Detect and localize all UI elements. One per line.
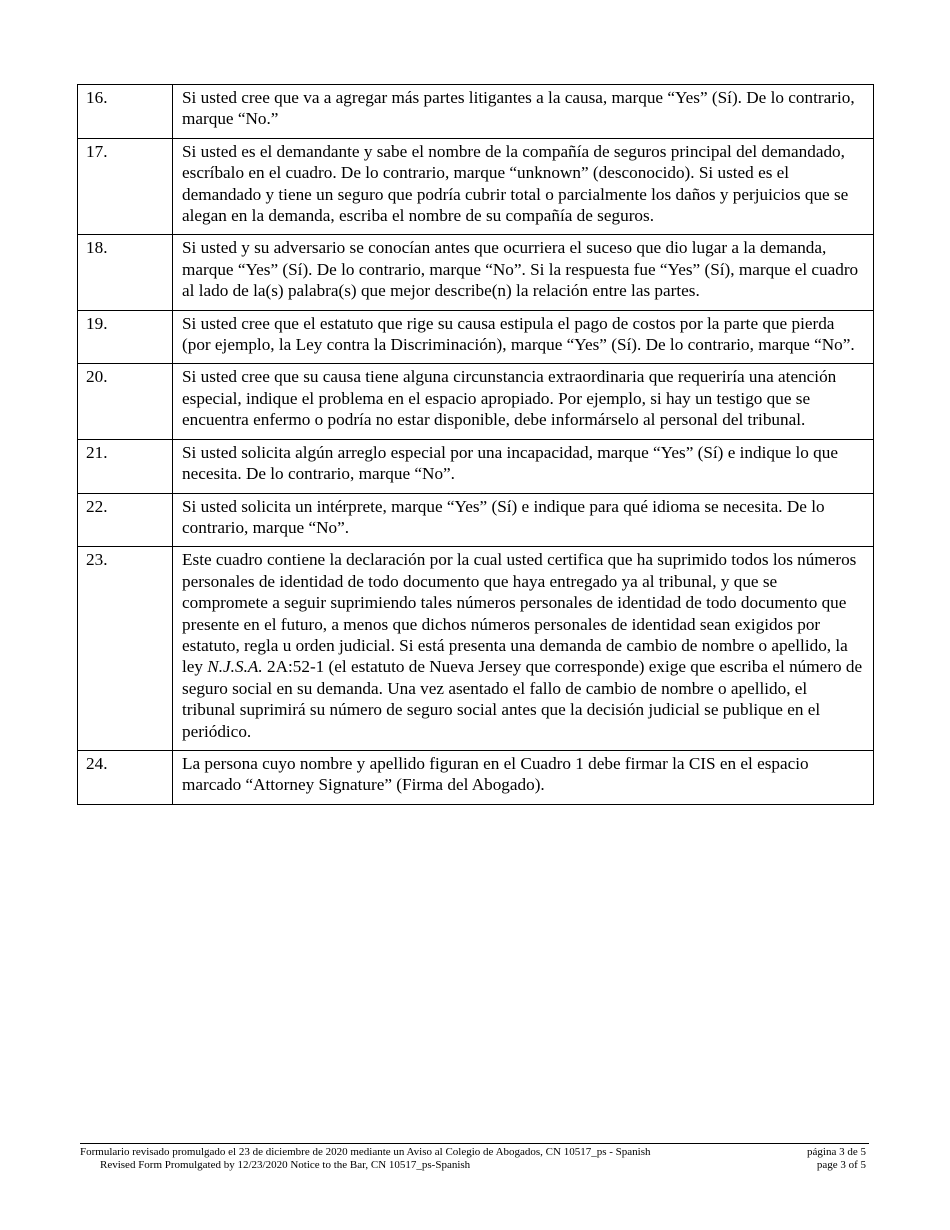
item-instruction xyxy=(173,493,874,547)
item-number: 23. xyxy=(78,547,173,751)
item-number: 22. xyxy=(78,493,173,547)
table-row xyxy=(78,235,874,310)
item-number: 19. xyxy=(78,310,173,364)
instruction-text: Si usted es el demandante y sabe el nombre de la compañía de seguros principal del demandado, escríbalo en el cuadro. De lo contrario, marque “unknown” (desconocido). Si usted es el demandado y tiene un seguro que podría cubrir total o parcialmente los daños y perjuicios que se alegan en la demanda, escriba el nombre de su compañía de seguros. xyxy=(182,141,849,226)
instruction-text: La persona cuyo nombre y apellido figuran en el Cuadro 1 debe firmar la CIS en el espacio marcado “Attorney Signature” (Firma del Abogado). xyxy=(182,753,809,795)
footer-page-number-english: page 3 of 5 xyxy=(816,1158,866,1171)
footer-form-revision-english: Revised Form Promulgated by 12/23/2020 Notice to the Bar, CN 10517_ps-Spanish xyxy=(100,1158,471,1171)
footer-line-spanish xyxy=(80,1146,869,1159)
item-instruction xyxy=(173,138,874,235)
item-number: 18. xyxy=(78,235,173,310)
item-instruction xyxy=(173,439,874,493)
footer-page-number-spanish: página 3 de 5 xyxy=(807,1146,866,1158)
instruction-text: Si usted y su adversario se conocían antes que ocurriera el suceso que dio lugar a la demanda, marque “Yes” (Sí). De lo contrario, marque “No”. Si la respuesta fue “Yes” (Sí), marque el cuadro al lado de la(s) palabra(s) que mejor describe(n) la relación entre las partes. xyxy=(182,238,859,301)
footer-form-revision-spanish: Formulario revisado promulgado el 23 de diciembre de 2020 mediante un Aviso al Colegio de Abogados, CN 10517_ps - Spanish xyxy=(80,1146,651,1158)
instructions-table-body xyxy=(78,85,874,805)
table-row xyxy=(78,750,874,804)
item-number: 20. xyxy=(78,364,173,439)
instruction-text: Si usted solicita algún arreglo especial por una incapacidad, marque “Yes” (Sí) e indique lo que necesita. De lo contrario, marque “No”. xyxy=(182,442,838,484)
table-row xyxy=(78,547,874,751)
instruction-text: Este cuadro contiene la declaración por la cual usted certifica que ha suprimido todos los números personales de identidad de todo documento que haya entregado ya al tribunal, y que se compromete a seguir suprimiendo tales números personales de identidad de todo documento que presente en el futuro, a menos que dichos números personales de identidad sean exigidos por estatuto, regla u orden judicial. Si está presenta una demanda de cambio de nombre o apellido, la ley xyxy=(182,550,857,677)
item-instruction xyxy=(173,235,874,310)
table-row xyxy=(78,439,874,493)
statute-citation: N.J.S.A. xyxy=(207,657,263,677)
item-instruction xyxy=(173,364,874,439)
instruction-text: Si usted cree que va a agregar más partes litigantes a la causa, marque “Yes” (Sí). De lo contrario, marque “No.” xyxy=(182,88,855,129)
item-instruction xyxy=(173,310,874,364)
item-number: 24. xyxy=(78,750,173,804)
item-instruction xyxy=(173,750,874,804)
item-instruction xyxy=(173,85,874,139)
item-instruction xyxy=(173,547,874,751)
item-number: 21. xyxy=(78,439,173,493)
table-row xyxy=(78,138,874,235)
table-row xyxy=(78,364,874,439)
page-footer xyxy=(80,1143,869,1171)
instruction-text: Si usted cree que su causa tiene alguna circunstancia extraordinaria que requeriría una atención especial, indique el problema en el espacio apropiado. Por ejemplo, si hay un testigo que se encuentra enfermo o podría no estar disponible, debe informárselo al personal del tribunal. xyxy=(182,367,837,430)
item-number: 16. xyxy=(78,85,173,139)
instruction-text: 2A:52-1 (el estatuto de Nueva Jersey que corresponde) exige que escriba el número de seguro social en su demanda. Una vez asentado el fallo de cambio de nombre o apellido, el tribunal suprimirá su número de seguro social antes que la decisión judicial se publique en el periódico. xyxy=(182,657,863,741)
instruction-text: Si usted solicita un intérprete, marque “Yes” (Sí) e indique para qué idioma se necesita. De lo contrario, marque “No”. xyxy=(182,496,825,537)
table-row xyxy=(78,85,874,139)
table-row xyxy=(78,493,874,547)
item-number: 17. xyxy=(78,138,173,235)
instructions-table xyxy=(77,84,874,805)
table-row xyxy=(78,310,874,364)
footer-line-english xyxy=(80,1159,869,1172)
instruction-text: Si usted cree que el estatuto que rige su causa estipula el pago de costos por la parte que pierda (por ejemplo, la Ley contra la Discriminación), marque “Yes” (Sí). De lo contrario, marque “No”. xyxy=(182,313,855,355)
